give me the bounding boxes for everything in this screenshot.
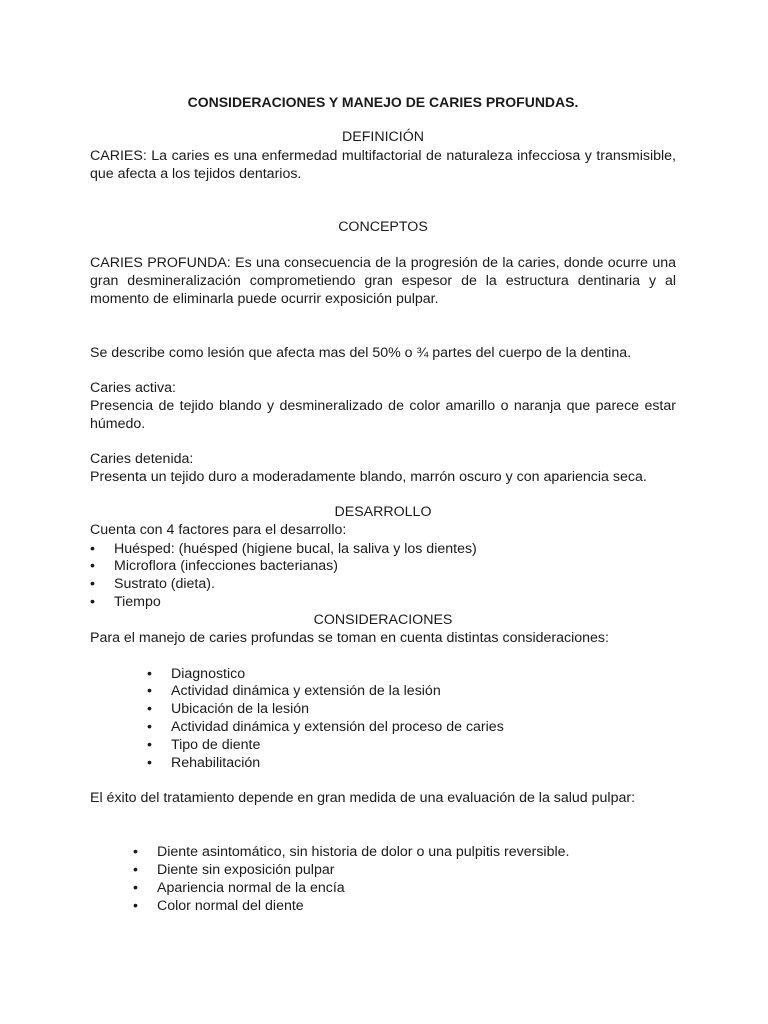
list-item-label: Rehabilitación (171, 755, 261, 771)
list-item-label: Diente asintomático, sin historia de dolor o una pulpitis reversible. (157, 844, 570, 860)
bullet-glyph: • (133, 844, 138, 860)
caries-profunda-paragraph: CARIES PROFUNDA: Es una consecuencia de la progresión de la caries, donde ocurre una gran desmineralización comprometiendo gran espesor de la estructura dentinaria y al momento de eliminarla puede ocurrir exposición pulpar. (90, 255, 676, 307)
caries-detenida-paragraph: Presenta un tejido duro a moderadamente blando, marrón oscuro y con apariencia seca. (90, 469, 647, 485)
caries-activa-paragraph: Presencia de tejido blando y desmineralizado de color amarillo o naranja que parece estar húmedo. (90, 398, 676, 432)
exito-paragraph: El éxito del tratamiento depende en gran medida de una evaluación de la salud pulpar: (90, 790, 636, 806)
heading-definicion: DEFINICIÓN (342, 129, 424, 145)
bullet-glyph: • (147, 701, 152, 717)
list-item-label: Diente sin exposición pulpar (157, 862, 335, 878)
definicion-paragraph: CARIES: La caries es una enfermedad multifactorial de naturaleza infecciosa y transmisible, que afecta a los tejidos dentarios. (90, 148, 676, 182)
lesion-paragraph: Se describe como lesión que afecta mas del 50% o ¾ partes del cuerpo de la dentina. (90, 345, 632, 361)
bullet-glyph: • (90, 541, 95, 557)
list-item-label: Actividad dinámica y extensión del proceso de caries (171, 719, 504, 735)
list-item-label: Tipo de diente (171, 737, 261, 753)
list-item-label: Huésped: (huésped (higiene bucal, la saliva y los dientes) (114, 541, 477, 557)
bullet-glyph: • (147, 737, 152, 753)
bullet-glyph: • (147, 719, 152, 735)
list-item-label: Microflora (infecciones bacterianas) (114, 558, 338, 574)
bullet-glyph: • (147, 755, 152, 771)
heading-conceptos: CONCEPTOS (338, 219, 428, 235)
caries-detenida-label: Caries detenida: (90, 451, 194, 467)
list-item-label: Tiempo (114, 594, 161, 610)
bullet-glyph: • (133, 880, 138, 896)
list-item-label: Apariencia normal de la encía (157, 880, 345, 896)
heading-desarrollo: DESARROLLO (334, 504, 432, 520)
bullet-glyph: • (90, 558, 95, 574)
heading-consideraciones: CONSIDERACIONES (313, 612, 453, 628)
consideraciones-intro: Para el manejo de caries profundas se toman en cuenta distintas consideraciones: (90, 630, 609, 646)
caries-activa-label: Caries activa: (90, 380, 176, 396)
bullet-glyph: • (90, 594, 95, 610)
list-item-label: Sustrato (dieta). (114, 576, 215, 592)
bullet-glyph: • (133, 898, 138, 914)
list-item-label: Actividad dinámica y extensión de la lesión (171, 683, 441, 699)
list-item-label: Ubicación de la lesión (171, 701, 310, 717)
bullet-glyph: • (133, 862, 138, 878)
bullet-glyph: • (90, 576, 95, 592)
document-title: CONSIDERACIONES Y MANEJO DE CARIES PROFUNDAS. (187, 94, 579, 110)
bullet-glyph: • (147, 666, 152, 682)
bullet-glyph: • (147, 683, 152, 699)
list-item-label: Diagnostico (171, 666, 246, 682)
desarrollo-intro: Cuenta con 4 factores para el desarrollo: (90, 522, 347, 538)
list-item-label: Color normal del diente (157, 898, 304, 914)
